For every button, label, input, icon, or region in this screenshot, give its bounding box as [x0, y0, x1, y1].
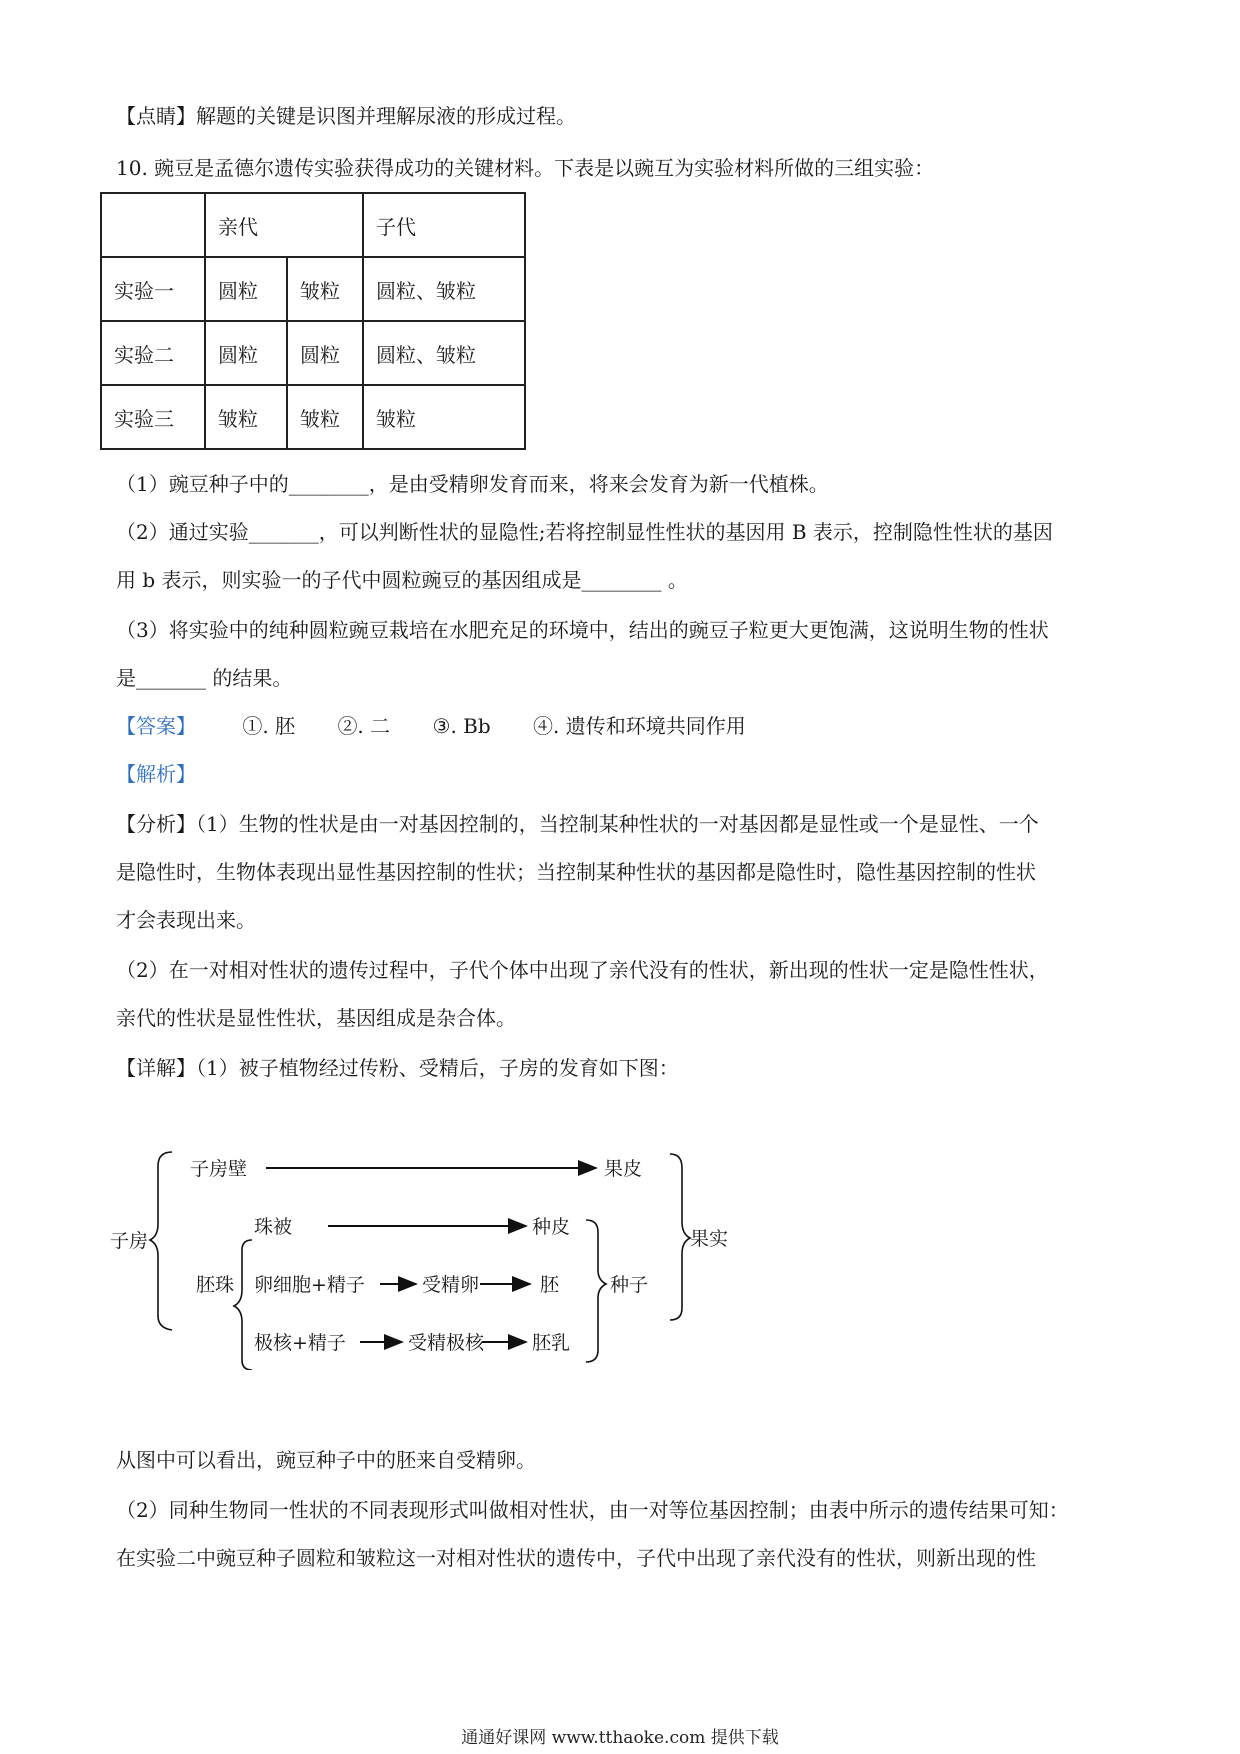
xiangjie-text: （1）被子植物经过传粉、受精后，子房的发育如下图：	[196, 1056, 679, 1080]
table-row	[101, 321, 525, 385]
answer-line	[116, 712, 782, 740]
table-cell: 实验一	[101, 257, 205, 321]
xiangjie-line	[116, 1054, 679, 1082]
answer-tag: 【答案】	[116, 714, 196, 738]
fenxi-line-4: （2）在一对相对性状的遗传过程中，子代个体中出现了亲代没有的性状，新出现的性状一定是隐性性状，	[116, 958, 1049, 982]
xiangjie-tag: 【详解】	[116, 1056, 196, 1080]
table-header-parent: 亲代	[205, 193, 363, 257]
question-1: （1）豌豆种子中的________，是由受精卵发育而来，将来会发育为新一代植株。	[116, 472, 829, 496]
table-cell: 圆粒、皱粒	[363, 321, 525, 385]
label-guopi: 果皮	[604, 1158, 643, 1180]
question-2b: 用 b 表示，则实验一的子代中圆粒豌豆的基因组成是________ 。	[116, 568, 688, 592]
label-zhubei: 珠被	[254, 1216, 293, 1238]
label-guoshi: 果实	[690, 1228, 729, 1250]
brace-guoshi	[670, 1154, 690, 1320]
table-cell: 皱粒	[205, 385, 287, 449]
ovary-development-diagram	[110, 1140, 730, 1370]
table-cell	[101, 193, 205, 257]
answer-item: ②. 二	[337, 714, 391, 738]
table-cell: 实验二	[101, 321, 205, 385]
after-line-1: 从图中可以看出，豌豆种子中的胚来自受精卵。	[116, 1448, 536, 1472]
answer-item: ④. 遗传和环境共同作用	[533, 714, 746, 738]
fenxi-line-3: 才会表现出来。	[116, 908, 256, 932]
label-zhongzi: 种子	[610, 1274, 649, 1296]
dianjing-line	[116, 102, 576, 130]
jiexi-tag: 【解析】	[116, 762, 196, 786]
table-cell: 实验三	[101, 385, 205, 449]
table-header-row	[101, 193, 525, 257]
label-shoujingjihe: 受精极核	[408, 1332, 485, 1354]
table-cell: 皱粒	[287, 257, 363, 321]
label-zhongpi: 种皮	[532, 1216, 571, 1238]
fenxi-line-5: 亲代的性状是显性性状，基因组成是杂合体。	[116, 1006, 516, 1030]
dianjing-text: 解题的关键是识图并理解尿液的形成过程。	[196, 104, 576, 128]
question-title: 10. 豌豆是孟德尔遗传实验获得成功的关键材料。下表是以豌互为实验材料所做的三组实验：	[116, 156, 935, 180]
brace-zifang	[150, 1152, 172, 1330]
label-peizhu: 胚珠	[196, 1274, 235, 1296]
table-cell: 圆粒、皱粒	[363, 257, 525, 321]
table-cell: 圆粒	[205, 257, 287, 321]
question-3a: （3）将实验中的纯种圆粒豌豆栽培在水肥充足的环境中，结出的豌豆子粒更大更饱满，这说明生物的性状	[116, 618, 1049, 642]
fenxi-text: （1）生物的性状是由一对基因控制的，当控制某种性状的一对基因都是显性或一个是显性、一个	[196, 812, 1039, 836]
table-row	[101, 257, 525, 321]
table-cell: 皱粒	[287, 385, 363, 449]
after-line-2: （2）同种生物同一性状的不同表现形式叫做相对性状，由一对等位基因控制；由表中所示的遗传结果可知：	[116, 1498, 1069, 1522]
table-cell: 圆粒	[205, 321, 287, 385]
table-header-offspring: 子代	[363, 193, 525, 257]
brace-zhongzi	[586, 1220, 606, 1362]
label-peiru: 胚乳	[532, 1332, 571, 1354]
fenxi-line-2: 是隐性时，生物体表现出显性基因控制的性状；当控制某种性状的基因都是隐性时，隐性基因控制的性状	[116, 860, 1036, 884]
label-luanxibao: 卵细胞+精子	[254, 1274, 365, 1296]
fenxi-line-1	[116, 810, 1039, 838]
fenxi-tag: 【分析】	[116, 812, 196, 836]
label-zifangbi: 子房壁	[190, 1158, 248, 1180]
question-2a: （2）通过实验_______，可以判断性状的显隐性;若将控制显性性状的基因用 B 表示，控制隐性性状的基因	[116, 520, 1053, 544]
label-pei: 胚	[540, 1274, 560, 1296]
table-cell: 皱粒	[363, 385, 525, 449]
question-3b: 是_______ 的结果。	[116, 666, 293, 690]
label-shoujingluan: 受精卵	[422, 1274, 480, 1296]
dianjing-tag: 【点睛】	[116, 104, 196, 128]
page-footer: 通通好课网 www.tthaoke.com 提供下载	[461, 1728, 779, 1748]
answer-item: ③. Bb	[432, 714, 491, 738]
table-row	[101, 385, 525, 449]
experiment-table	[100, 192, 526, 450]
after-line-3: 在实验二中豌豆种子圆粒和皱粒这一对相对性状的遗传中，子代中出现了亲代没有的性状，则新出现的性	[116, 1546, 1036, 1570]
brace-peizhu	[234, 1240, 252, 1370]
answer-item: ①. 胚	[242, 714, 296, 738]
label-zifang: 子房	[110, 1230, 149, 1252]
label-jihe: 极核+精子	[254, 1332, 346, 1354]
table-cell: 圆粒	[287, 321, 363, 385]
